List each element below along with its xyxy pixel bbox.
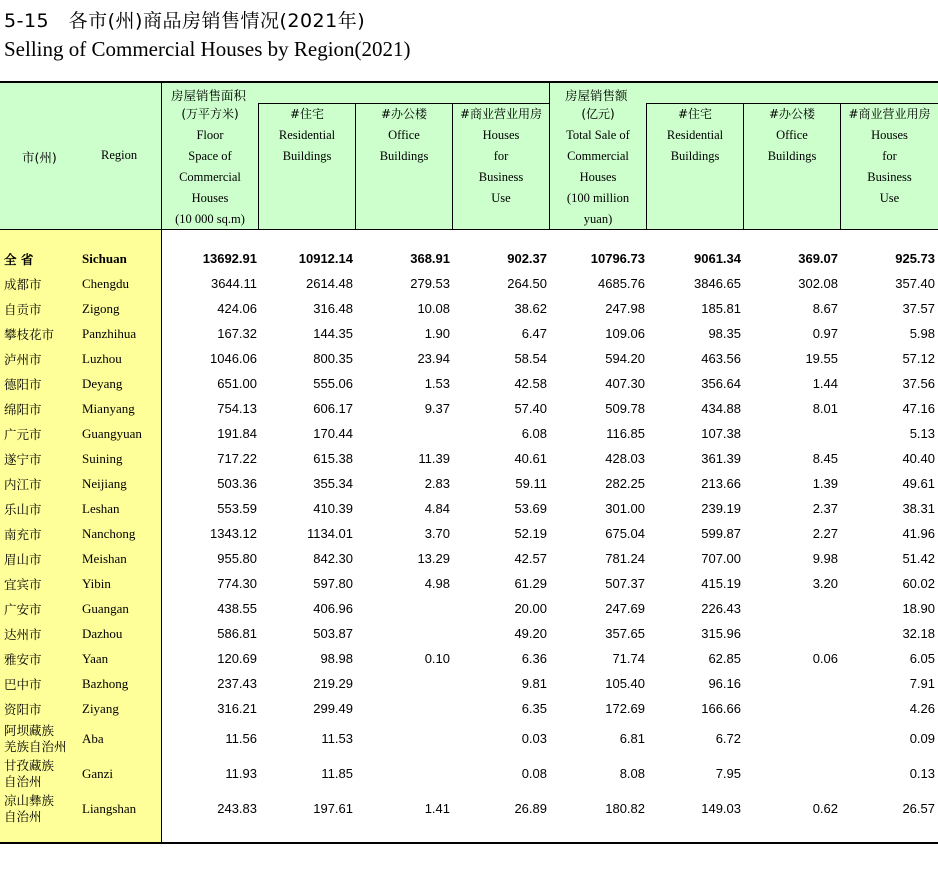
cell-sales-business: 7.91 bbox=[909, 676, 935, 691]
cell-sales-office: 0.62 bbox=[812, 801, 838, 816]
cell-sales-total: 180.82 bbox=[605, 801, 645, 816]
cell-sales-office: 8.45 bbox=[812, 451, 838, 466]
cell-floor-space-business: 6.47 bbox=[521, 326, 547, 341]
region-name-chinese: 资阳市 bbox=[4, 702, 42, 717]
cell-floor-space-total: 438.55 bbox=[217, 601, 257, 616]
cell-sales-office: 0.97 bbox=[812, 326, 838, 341]
region-name-chinese: 巴中市 bbox=[4, 677, 42, 692]
cell-floor-space-business: 52.19 bbox=[514, 526, 547, 541]
region-name-english: Luzhou bbox=[82, 351, 122, 366]
region-name-english: Chengdu bbox=[82, 276, 129, 291]
cell-floor-space-residential: 842.30 bbox=[313, 551, 353, 566]
cell-floor-space-business: 53.69 bbox=[514, 501, 547, 516]
cell-sales-total: 10796.73 bbox=[590, 251, 645, 266]
cell-floor-space-office: 1.53 bbox=[424, 376, 450, 391]
cell-floor-space-residential: 2614.48 bbox=[306, 276, 353, 291]
region-name-english: Suining bbox=[82, 451, 123, 466]
cell-sales-office: 8.67 bbox=[812, 301, 838, 316]
cell-floor-space-residential: 11.53 bbox=[321, 731, 353, 746]
cell-floor-space-total: 167.32 bbox=[217, 326, 257, 341]
cell-floor-space-total: 191.84 bbox=[217, 426, 257, 441]
cell-floor-space-total: 717.22 bbox=[217, 451, 257, 466]
header-sales-business: #商业营业用房 Houses for Business Use bbox=[848, 107, 931, 205]
cell-sales-residential: 98.35 bbox=[708, 326, 741, 341]
header-floor-space-business: #商业营业用房 Houses for Business Use bbox=[459, 107, 543, 205]
header-city: 市(州) bbox=[22, 150, 57, 165]
cell-sales-business: 32.18 bbox=[902, 626, 935, 641]
cell-sales-office: 9.98 bbox=[812, 551, 838, 566]
cell-floor-space-office: 0.10 bbox=[424, 651, 450, 666]
cell-sales-office: 1.44 bbox=[812, 376, 838, 391]
cell-floor-space-office: 368.91 bbox=[410, 251, 450, 266]
header-group-floor-space: 房屋销售面积 bbox=[171, 88, 247, 103]
cell-sales-residential: 7.95 bbox=[715, 766, 741, 781]
region-name-english: Sichuan bbox=[82, 251, 127, 266]
cell-sales-residential: 463.56 bbox=[701, 351, 741, 366]
cell-floor-space-residential: 410.39 bbox=[313, 501, 353, 516]
cell-floor-space-residential: 800.35 bbox=[313, 351, 353, 366]
cell-floor-space-residential: 10912.14 bbox=[298, 251, 353, 266]
cell-floor-space-total: 13692.91 bbox=[202, 251, 257, 266]
region-name-chinese: 内江市 bbox=[4, 477, 42, 492]
cell-sales-total: 428.03 bbox=[605, 451, 645, 466]
cell-sales-business: 47.16 bbox=[902, 401, 935, 416]
region-name-chinese: 广安市 bbox=[4, 602, 42, 617]
cell-sales-business: 357.40 bbox=[895, 276, 935, 291]
cell-floor-space-business: 57.40 bbox=[514, 401, 547, 416]
region-name-chinese: 凉山彝族 自治州 bbox=[4, 793, 55, 824]
cell-floor-space-total: 424.06 bbox=[217, 301, 257, 316]
region-name-english: Meishan bbox=[82, 551, 127, 566]
cell-floor-space-business: 42.57 bbox=[514, 551, 547, 566]
cell-floor-space-total: 651.00 bbox=[217, 376, 257, 391]
cell-floor-space-business: 58.54 bbox=[514, 351, 547, 366]
cell-sales-business: 57.12 bbox=[902, 351, 935, 366]
cell-sales-total: 116.85 bbox=[606, 426, 645, 441]
cell-floor-space-total: 11.56 bbox=[225, 731, 257, 746]
cell-sales-residential: 166.66 bbox=[701, 701, 741, 716]
cell-floor-space-business: 59.11 bbox=[515, 476, 547, 491]
cell-sales-office: 369.07 bbox=[798, 251, 838, 266]
cell-sales-total: 6.81 bbox=[619, 731, 645, 746]
cell-floor-space-residential: 503.87 bbox=[313, 626, 353, 641]
region-name-english: Deyang bbox=[82, 376, 123, 391]
region-name-english: Dazhou bbox=[82, 626, 123, 641]
top-rule bbox=[0, 81, 938, 83]
cell-floor-space-residential: 555.06 bbox=[313, 376, 353, 391]
cell-sales-total: 247.69 bbox=[605, 601, 645, 616]
region-name-english: Liangshan bbox=[82, 801, 137, 816]
header-floor-space-total: (万平方米) Floor Space of Commercial Houses (10 000 sq.m) bbox=[175, 107, 245, 226]
header-sales-office: #办公楼 Office Buildings bbox=[767, 107, 817, 163]
header-bottom-rule bbox=[0, 229, 938, 230]
cell-floor-space-office: 1.90 bbox=[424, 326, 450, 341]
region-name-english: Ganzi bbox=[82, 766, 114, 781]
region-name-english: Yibin bbox=[82, 576, 111, 591]
cell-sales-business: 41.96 bbox=[902, 526, 935, 541]
table-title-chinese: 5-15 各市(州)商品房销售情况(2021年) bbox=[4, 10, 366, 32]
cell-sales-business: 51.42 bbox=[902, 551, 935, 566]
region-name-english: Yaan bbox=[82, 651, 109, 666]
cell-floor-space-residential: 406.96 bbox=[313, 601, 353, 616]
region-name-chinese: 南充市 bbox=[4, 527, 42, 542]
region-name-chinese: 自贡市 bbox=[4, 302, 42, 317]
cell-floor-space-business: 0.08 bbox=[521, 766, 547, 781]
region-name-chinese: 眉山市 bbox=[4, 552, 42, 567]
cell-sales-total: 282.25 bbox=[605, 476, 645, 491]
cell-sales-business: 5.98 bbox=[909, 326, 935, 341]
cell-floor-space-office: 10.08 bbox=[417, 301, 450, 316]
cell-floor-space-residential: 615.38 bbox=[313, 451, 353, 466]
cell-sales-total: 301.00 bbox=[605, 501, 645, 516]
cell-floor-space-business: 6.36 bbox=[521, 651, 547, 666]
cell-sales-business: 925.73 bbox=[895, 251, 935, 266]
cell-floor-space-residential: 606.17 bbox=[313, 401, 353, 416]
region-name-chinese: 阿坝藏族 羌族自治州 bbox=[4, 723, 67, 754]
cell-floor-space-total: 1343.12 bbox=[210, 526, 257, 541]
cell-sales-residential: 62.85 bbox=[708, 651, 741, 666]
region-name-chinese: 遂宁市 bbox=[4, 452, 42, 467]
cell-sales-business: 60.02 bbox=[902, 576, 935, 591]
cell-floor-space-business: 9.81 bbox=[521, 676, 547, 691]
region-name-english: Guangan bbox=[82, 601, 129, 616]
cell-sales-residential: 107.38 bbox=[701, 426, 741, 441]
cell-floor-space-business: 26.89 bbox=[514, 801, 547, 816]
region-name-english: Panzhihua bbox=[82, 326, 137, 341]
cell-floor-space-residential: 355.34 bbox=[313, 476, 353, 491]
cell-sales-total: 71.74 bbox=[612, 651, 645, 666]
cell-floor-space-office: 13.29 bbox=[417, 551, 450, 566]
cell-sales-office: 2.37 bbox=[812, 501, 838, 516]
cell-floor-space-total: 243.83 bbox=[217, 801, 257, 816]
region-name-chinese: 乐山市 bbox=[4, 502, 42, 517]
cell-floor-space-residential: 597.80 bbox=[313, 576, 353, 591]
cell-floor-space-residential: 299.49 bbox=[313, 701, 353, 716]
cell-floor-space-office: 23.94 bbox=[417, 351, 450, 366]
cell-sales-residential: 226.43 bbox=[701, 601, 741, 616]
header-group-sales-amount: 房屋销售额 bbox=[565, 88, 628, 103]
cell-sales-business: 38.31 bbox=[902, 501, 935, 516]
header-sales-residential: #住宅 Residential Buildings bbox=[666, 107, 724, 163]
region-name-chinese: 宜宾市 bbox=[4, 577, 42, 592]
cell-floor-space-business: 20.00 bbox=[514, 601, 547, 616]
header-region: Region bbox=[101, 148, 138, 162]
region-name-english: Bazhong bbox=[82, 676, 129, 691]
cell-floor-space-business: 42.58 bbox=[514, 376, 547, 391]
cell-sales-residential: 9061.34 bbox=[694, 251, 741, 266]
cell-sales-residential: 599.87 bbox=[701, 526, 741, 541]
cell-floor-space-business: 38.62 bbox=[514, 301, 547, 316]
cell-sales-residential: 707.00 bbox=[701, 551, 741, 566]
cell-sales-residential: 434.88 bbox=[701, 401, 741, 416]
cell-sales-total: 594.20 bbox=[605, 351, 645, 366]
cell-sales-business: 37.56 bbox=[902, 376, 935, 391]
region-name-english: Mianyang bbox=[82, 401, 135, 416]
cell-sales-office: 8.01 bbox=[812, 401, 838, 416]
cell-floor-space-business: 0.03 bbox=[521, 731, 547, 746]
cell-sales-business: 37.57 bbox=[902, 301, 935, 316]
cell-floor-space-total: 3644.11 bbox=[210, 276, 257, 291]
cell-sales-total: 509.78 bbox=[605, 401, 645, 416]
cell-floor-space-total: 553.59 bbox=[217, 501, 257, 516]
cell-floor-space-total: 120.69 bbox=[217, 651, 257, 666]
cell-sales-residential: 96.16 bbox=[708, 676, 741, 691]
cell-floor-space-office: 2.83 bbox=[424, 476, 450, 491]
cell-sales-business: 0.13 bbox=[909, 766, 935, 781]
cell-floor-space-residential: 219.29 bbox=[313, 676, 353, 691]
cell-sales-office: 1.39 bbox=[812, 476, 838, 491]
cell-sales-residential: 315.96 bbox=[701, 626, 741, 641]
cell-sales-business: 5.13 bbox=[909, 426, 935, 441]
cell-sales-total: 4685.76 bbox=[598, 276, 645, 291]
header-floor-space-office: #办公楼 Office Buildings bbox=[379, 107, 429, 163]
region-name-english: Ziyang bbox=[82, 701, 119, 716]
header-sales-total: (亿元) Total Sale of Commercial Houses (100 million yuan) bbox=[566, 107, 630, 226]
cell-sales-residential: 185.81 bbox=[701, 301, 741, 316]
region-name-english: Nanchong bbox=[82, 526, 136, 541]
cell-floor-space-total: 774.30 bbox=[217, 576, 257, 591]
cell-sales-total: 357.65 bbox=[605, 626, 645, 641]
cell-floor-space-total: 503.36 bbox=[217, 476, 257, 491]
cell-floor-space-total: 586.81 bbox=[217, 626, 257, 641]
cell-sales-office: 0.06 bbox=[812, 651, 838, 666]
cell-sales-total: 407.30 bbox=[605, 376, 645, 391]
cell-floor-space-business: 61.29 bbox=[514, 576, 547, 591]
cell-sales-total: 105.40 bbox=[605, 676, 645, 691]
cell-sales-total: 781.24 bbox=[605, 551, 645, 566]
region-name-chinese: 达州市 bbox=[4, 627, 42, 642]
cell-floor-space-office: 279.53 bbox=[410, 276, 450, 291]
cell-sales-total: 8.08 bbox=[619, 766, 645, 781]
region-name-english: Aba bbox=[82, 731, 104, 746]
cell-sales-residential: 356.64 bbox=[701, 376, 741, 391]
cell-sales-residential: 3846.65 bbox=[694, 276, 741, 291]
region-name-chinese: 成都市 bbox=[4, 277, 42, 292]
region-name-chinese: 攀枝花市 bbox=[4, 327, 55, 342]
cell-sales-business: 49.61 bbox=[902, 476, 935, 491]
region-name-english: Leshan bbox=[82, 501, 120, 516]
cell-sales-residential: 149.03 bbox=[701, 801, 741, 816]
cell-floor-space-business: 40.61 bbox=[514, 451, 547, 466]
cell-sales-business: 18.90 bbox=[902, 601, 935, 616]
cell-sales-residential: 415.19 bbox=[701, 576, 741, 591]
cell-sales-total: 507.37 bbox=[605, 576, 645, 591]
cell-floor-space-office: 4.98 bbox=[424, 576, 450, 591]
cell-floor-space-residential: 11.85 bbox=[321, 766, 353, 781]
cell-floor-space-office: 11.39 bbox=[418, 451, 450, 466]
region-name-chinese: 全 省 bbox=[4, 252, 34, 267]
cell-floor-space-total: 11.93 bbox=[225, 766, 257, 781]
cell-floor-space-residential: 144.35 bbox=[313, 326, 353, 341]
cell-sales-office: 2.27 bbox=[812, 526, 838, 541]
region-name-english: Zigong bbox=[82, 301, 120, 316]
region-name-english: Neijiang bbox=[82, 476, 127, 491]
cell-floor-space-total: 754.13 bbox=[217, 401, 257, 416]
region-name-english: Guangyuan bbox=[82, 426, 142, 441]
cell-floor-space-total: 316.21 bbox=[217, 701, 257, 716]
cell-sales-residential: 213.66 bbox=[701, 476, 741, 491]
cell-sales-office: 19.55 bbox=[805, 351, 838, 366]
cell-sales-residential: 6.72 bbox=[715, 731, 741, 746]
cell-floor-space-office: 9.37 bbox=[424, 401, 450, 416]
header-floor-space-residential: #住宅 Residential Buildings bbox=[278, 107, 336, 163]
table-title-english: Selling of Commercial Houses by Region(2021) bbox=[4, 37, 411, 61]
cell-floor-space-office: 4.84 bbox=[424, 501, 450, 516]
region-name-chinese: 甘孜藏族 自治州 bbox=[4, 758, 55, 789]
cell-floor-space-business: 902.37 bbox=[507, 251, 547, 266]
cell-floor-space-total: 955.80 bbox=[217, 551, 257, 566]
cell-floor-space-residential: 197.61 bbox=[313, 801, 353, 816]
cell-floor-space-total: 1046.06 bbox=[210, 351, 257, 366]
bottom-rule bbox=[0, 842, 938, 844]
cell-floor-space-residential: 1134.01 bbox=[306, 526, 353, 541]
cell-sales-residential: 239.19 bbox=[701, 501, 741, 516]
cell-floor-space-residential: 170.44 bbox=[313, 426, 353, 441]
cell-floor-space-business: 6.35 bbox=[521, 701, 547, 716]
cell-sales-total: 109.06 bbox=[605, 326, 645, 341]
cell-sales-residential: 361.39 bbox=[701, 451, 741, 466]
cell-sales-office: 302.08 bbox=[798, 276, 838, 291]
cell-sales-total: 247.98 bbox=[605, 301, 645, 316]
cell-sales-business: 6.05 bbox=[909, 651, 935, 666]
cell-floor-space-business: 49.20 bbox=[514, 626, 547, 641]
cell-floor-space-business: 264.50 bbox=[507, 276, 547, 291]
cell-sales-total: 675.04 bbox=[605, 526, 645, 541]
cell-floor-space-total: 237.43 bbox=[217, 676, 257, 691]
region-name-chinese: 绵阳市 bbox=[4, 402, 42, 417]
cell-sales-business: 26.57 bbox=[902, 801, 935, 816]
region-name-chinese: 德阳市 bbox=[4, 377, 42, 392]
cell-floor-space-residential: 98.98 bbox=[320, 651, 353, 666]
region-name-chinese: 泸州市 bbox=[4, 352, 42, 367]
region-name-chinese: 雅安市 bbox=[4, 652, 42, 667]
cell-sales-business: 0.09 bbox=[909, 731, 935, 746]
cell-sales-office: 3.20 bbox=[812, 576, 838, 591]
cell-sales-total: 172.69 bbox=[605, 701, 645, 716]
region-name-chinese: 广元市 bbox=[4, 427, 42, 442]
cell-sales-business: 4.26 bbox=[909, 701, 935, 716]
cell-floor-space-office: 1.41 bbox=[424, 801, 450, 816]
cell-floor-space-office: 3.70 bbox=[424, 526, 450, 541]
cell-floor-space-residential: 316.48 bbox=[313, 301, 353, 316]
cell-sales-business: 40.40 bbox=[902, 451, 935, 466]
cell-floor-space-business: 6.08 bbox=[521, 426, 547, 441]
